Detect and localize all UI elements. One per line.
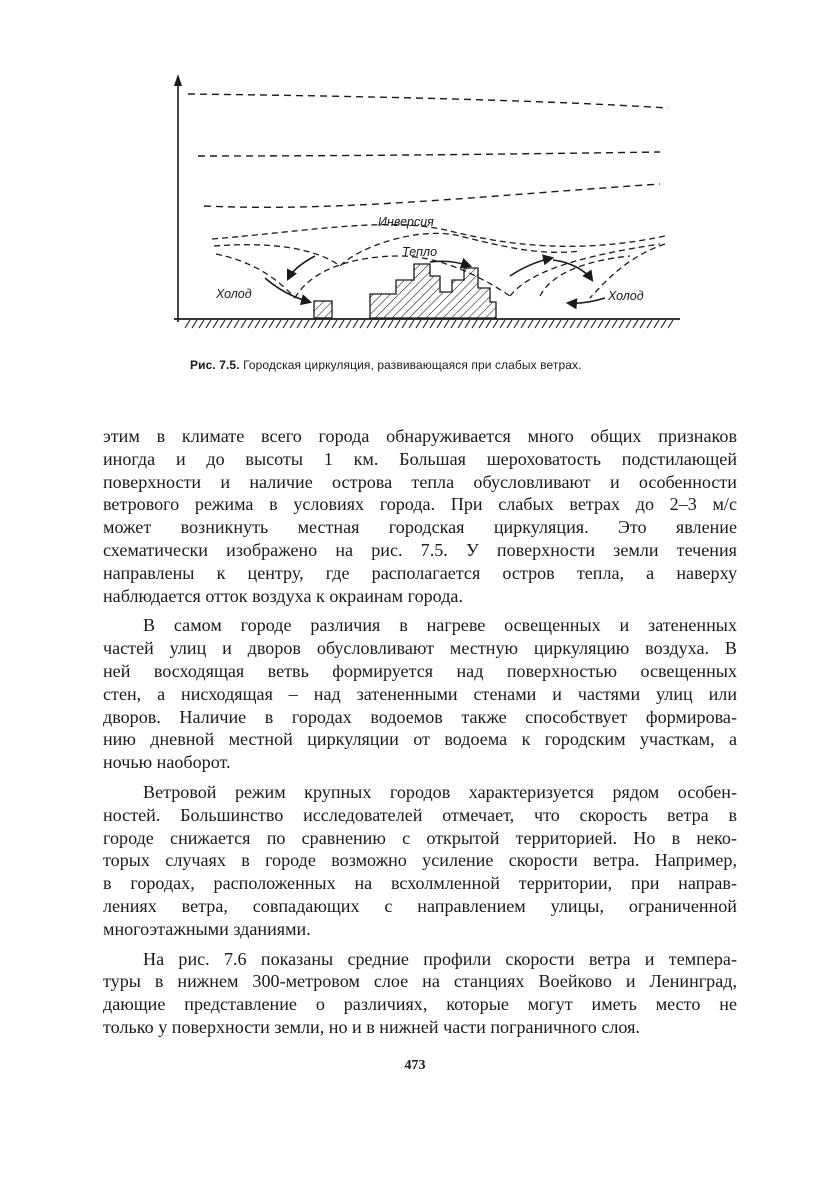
text-line: дающие представление о различиях, которые могут иметь место не	[103, 994, 737, 1015]
ground-surface	[174, 319, 680, 328]
text-line: Ветровой режим крупных городов характеризуется рядом особен-	[143, 781, 737, 802]
text-line: торых случаях в городе возможно усиление скорости ветра. Например,	[103, 850, 737, 871]
text-line: туры в нижнем 300-метровом слое на станциях Воейково и Ленинград,	[103, 971, 737, 992]
paragraph	[103, 614, 737, 774]
label-warm: Тепло	[402, 245, 438, 259]
page-number: 473	[404, 1058, 426, 1073]
text-line: ночью наоборот.	[103, 752, 231, 773]
text-line: поверхности и наличие острова тепла обусловливают и особенности	[103, 471, 737, 492]
text-line: многоэтажными зданиями.	[103, 918, 311, 939]
upper-flow-lines	[188, 94, 668, 207]
vertical-axis	[174, 74, 182, 322]
text-line: дворов. Наличие в городах водоемов также способствует формирова-	[103, 706, 737, 727]
figure-caption	[190, 358, 710, 372]
text-line: лениях ветра, совпадающих с направлением улицы, ограниченной	[103, 895, 737, 916]
label-inversion: Инверсия	[378, 215, 434, 229]
text-line: частей улиц и дворов обусловливают местную циркуляцию воздуха. В	[103, 638, 737, 659]
text-line: может возникнуть местная городская циркуляция. Это явление	[103, 517, 737, 538]
building-small	[314, 301, 332, 318]
text-line: в городах, расположенных на всхолмленной территории, при направ-	[103, 873, 737, 894]
city-buildings	[314, 264, 496, 318]
caption-text: Городская циркуляция, развивающаяся при слабых ветрах.	[243, 358, 582, 372]
text-line: стен, а нисходящая – над затененными стенами и частями улиц или	[103, 683, 737, 704]
text-line: ветрового режима в условиях города. При слабых ветрах до 2–3 м/с	[103, 494, 737, 515]
text-line: иногда и до высоты 1 км. Большая шероховатость подстилающей	[103, 448, 737, 469]
label-cold-left: Холод	[216, 287, 252, 301]
text-line: только у поверхности земли, но и в нижней части пограничного слоя.	[103, 1016, 640, 1037]
label-cold-right: Холод	[608, 289, 644, 303]
building-cluster	[370, 264, 496, 318]
text-line: схематически изображено на рис. 7.5. У поверхности земли течения	[103, 539, 737, 560]
text-line: направлены к центру, где располагается остров тепла, а наверху	[103, 562, 737, 583]
caption-number: Рис. 7.5.	[190, 358, 240, 372]
paragraph	[103, 425, 737, 607]
text-line: наблюдается отток воздуха к окраинам города.	[103, 585, 463, 606]
text-line: ней восходящая ветвь формируется над поверхностью освещенных	[103, 660, 737, 681]
text-line: На рис. 7.6 показаны средние профили скорости ветра и темпера-	[143, 948, 737, 969]
text-line: В самом городе различия в нагреве освещенных и затененных	[143, 615, 737, 636]
text-line: ностей. Большинство исследователей отмечает, что скорость ветра в	[103, 804, 737, 825]
text-line: этим в климате всего города обнаруживается много общих признаков	[103, 426, 737, 446]
paragraph	[103, 948, 737, 1039]
text-line: нию дневной местной циркуляции от водоема к городским участкам, а	[103, 729, 737, 750]
paragraph	[103, 781, 737, 941]
text-line: городе снижается по сравнению с открытой территорией. Но в неко-	[103, 827, 737, 848]
body-text	[103, 425, 737, 1046]
urban-circulation-figure	[160, 66, 700, 348]
